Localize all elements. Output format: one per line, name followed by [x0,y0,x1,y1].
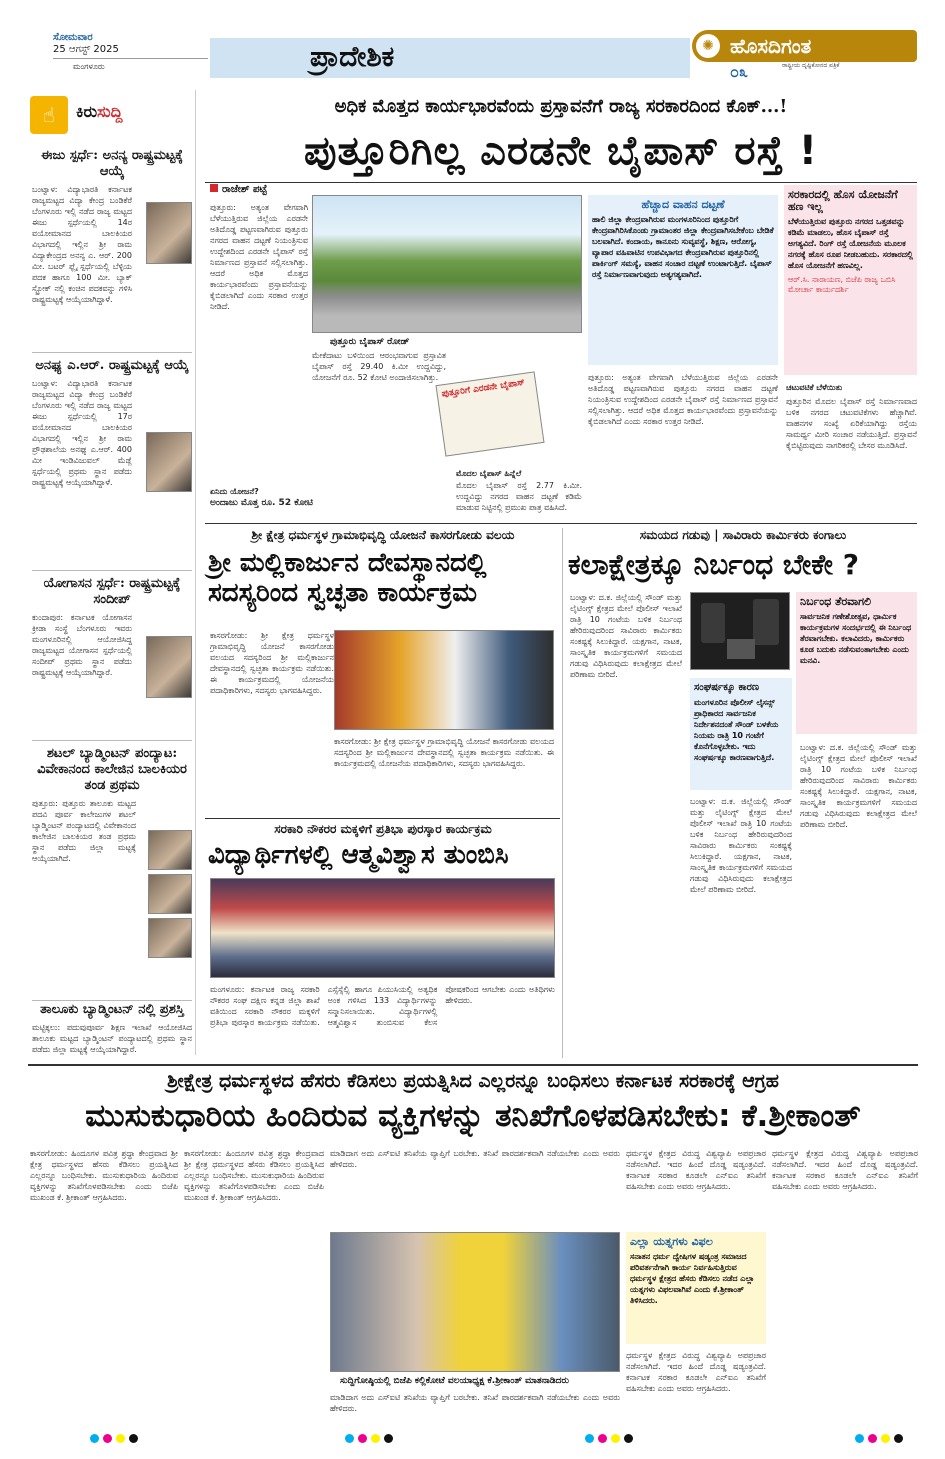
bottom-body-col6: ಧರ್ಮಸ್ಥಳ ಕ್ಷೇತ್ರದ ವಿರುದ್ಧ ವಿಶ್ವವ್ಯಾಪಿ ಅಪಪ್ರಚಾರ ನಡೆಸಲಾಗಿದೆ. ಇದರ ಹಿಂದೆ ದೊಡ್ಡ ಷಡ್ಯಂತ್ರವಿದೆ. ಕರ್ನಾಟಕ ಸರಕಾರ ಕೂಡಲೇ ಎನ್ಐಎ ತನಿಖೆಗೆ ವಹಿಸಬೇಕು ಎಂದು ಅವರು ಆಗ್ರಹಿಸಿದರು. [626,1351,766,1393]
conflict-box-body: ಮಂಗಳೂರಿನ ಪೊಲೀಸ್ ಲೈಸನ್ಸ್ ಪ್ರಾಧಿಕಾರದ ಸಾರ್ವಜನಿಕ ನಿರ್ದೇಶನದಂತೆ ಸೌಂಡ್ ಬಳಕೆಯ ನಿಯಮ ರಾತ್ರಿ 10 ಗಂಟೆಗೆ ಕೊನೆಗೊಳ್ಳಬೇಕು. ಇದು ಸಂಘರ್ಷಕ್ಕೂ ಕಾರಣವಾಗುತ್ತಿದೆ. [694,698,779,762]
failed-box-title: ಎಲ್ಲಾ ಯತ್ನಗಳು ವಿಫಲ [630,1235,713,1248]
temple-headline: ಶ್ರೀ ಮಲ್ಲಿಕಾರ್ಜುನ ದೇವಸ್ಥಾನದಲ್ಲಿ ಸದಸ್ಯರಿಂದ ಸ್ವಚ್ಛತಾ ಕಾರ್ಯಕ್ರಮ [208,548,487,608]
students-body: ಮಂಗಳೂರು: ಕರ್ನಾಟಕ ರಾಜ್ಯ ಸರಕಾರಿ ನೌಕರರ ಸಂಘ ದಕ್ಷಿಣ ಕನ್ನಡ ಜಿಲ್ಲಾ ಶಾಖೆ ವತಿಯಿಂದ ಸರಕಾರಿ ನೌಕರರ ಮಕ್ಕಳಿಗೆ ಪ್ರತಿಭಾ ಪುರಸ್ಕಾರ ಕಾರ್ಯಕ್ರಮ ನಡೆಯಿತು. ಎಸ್ಸೆಸ್ಸೆಲ್ಸಿ ಹಾಗೂ ಪಿಯುಸಿಯಲ್ಲಿ ಅತ್ಯಧಿಕ ಅಂಕ ಗಳಿಸಿದ 133 ವಿದ್ಯಾರ್ಥಿಗಳನ್ನು ಸನ್ಮಾನಿಸಲಾಯಿತು. ವಿದ್ಯಾರ್ಥಿಗಳಲ್ಲಿ ಆತ್ಮವಿಶ್ವಾಸ ತುಂಬಿಸುವ ಕೆಲಸ ಪೋಷಕರಿಂದ ಆಗಬೇಕು ಎಂದು ಅತಿಥಿಗಳು ಹೇಳಿದರು. [210,985,555,1027]
traffic-box [588,195,778,365]
photo-sandeep [146,636,192,698]
brief-body: ಬಂಟ್ವಾಳ: ವಿದ್ಯಾಭಾರತಿ ಕರ್ನಾಟಕ ರಾಜ್ಯಮಟ್ಟದ ವಿದ್ಯಾ ಕೇಂದ್ರ ಬಂಡಿಕೆರೆ ಬೆಂಗಳೂರು ಇಲ್ಲಿ ನಡೆದ ರಾಜ್ಯ ಮಟ್ಟದ ಈಜು ಸ್ಪರ್ಧೆಯಲ್ಲಿ 17ರ ವಯೋಮಾನದ ಬಾಲಕಿಯರ ವಿಭಾಗದಲ್ಲಿ ಇಲ್ಲಿನ ಶ್ರೀ ರಾಮ ಪ್ರೌಢಶಾಲೆಯ ಅನಘ್ಯ ಎ.ಆರ್. 400 ಮೀ ಇಂಡಿವಿಜುವಲ್ ಮೆಡ್ಲೆ ಸ್ಪರ್ಧೆಯಲ್ಲಿ ಪ್ರಥಮ ಸ್ಥಾನ ಪಡೆದು ರಾಷ್ಟ್ರಮಟ್ಟಕ್ಕೆ ಆಯ್ಕೆಯಾಗಿದ್ದಾಳೆ. [32,379,132,487]
registration-marks-right [855,1434,903,1443]
bottom-kicker: ಶ್ರೀಕ್ಷೇತ್ರ ಧರ್ಮಸ್ಥಳದ ಹೆಸರು ಕೆಡಿಸಲು ಪ್ರಯತ್ನಿಸಿದ ಎಲ್ಲರನ್ನೂ ಬಂಧಿಸಲು ಕರ್ನಾಟಕ ಸರಕಾರಕ್ಕೆ ಆಗ್ರಹ [167,1070,779,1092]
kirusuddi-label: ಕಿರುಸುದ್ದಿ [76,102,123,121]
restriction-box-title: ನಿರ್ಬಂಧ ತೆರವಾಗಲಿ [800,595,872,608]
registration-marks-mid2 [585,1434,633,1443]
side-subhead: ಚಟುವಟಿಕೆ ಬೆಳೆಯಿತು [786,383,843,392]
photo-player-1 [148,830,192,870]
bypass-road-photo [312,195,582,333]
kala-kicker: ಸಮಯದ ಗಡುವು | ಸಾವಿರಾರು ಕಾರ್ಮಿಕರು ಕಂಗಾಲು [639,528,847,542]
brief-headline: ತಾಲೂಕು ಬ್ಯಾಡ್ಮಿಂಟನ್ ನಲ್ಲಿ ಪ್ರಶಸ್ತಿ [40,1002,184,1017]
conflict-box-title: ಸಂಘರ್ಷಕ್ಕೂ ಕಾರಣ [694,682,759,693]
bottom-body-col1: ಕಾಸರಗೋಡು: ಹಿಂದೂಗಳ ಪವಿತ್ರ ಶ್ರದ್ಧಾ ಕೇಂದ್ರವಾದ ಶ್ರೀ ಕ್ಷೇತ್ರ ಧರ್ಮಸ್ಥಳದ ಹೆಸರು ಕೆಡಿಸಲು ಪ್ರಯತ್ನಿಸಿದ ಎಲ್ಲರನ್ನೂ ಬಂಧಿಸಬೇಕು. ಮುಸುಕುಧಾರಿಯ ಹಿಂದಿರುವ ವ್ಯಕ್ತಿಗಳನ್ನು ತನಿಖೆಗೊಳಪಡಿಸಬೇಕು ಎಂದು ಬಿಜೆಪಿ ಮುಖಂಡ ಕೆ. ಶ್ರೀಕಾಂತ್ ಆಗ್ರಹಿಸಿದರು. [30,1149,178,1202]
lead-body-col4: ಪುತ್ತೂರು: ಅತ್ಯಂತ ವೇಗವಾಗಿ ಬೆಳೆಯುತ್ತಿರುವ ಜಿಲ್ಲೆಯ ಎರಡನೇ ಅತಿದೊಡ್ಡ ಪಟ್ಟಣವಾಗಿರುವ ಪುತ್ತೂರು ನಗರದ ವಾಹನ ದಟ್ಟಣೆ ನಿಯಂತ್ರಿಸುವ ಉದ್ದೇಶದಿಂದ ಎರಡನೇ ಬೈಪಾಸ್ ರಸ್ತೆ ನಿರ್ಮಾಣದ ಪ್ರಸ್ತಾವನೆ ಸಲ್ಲಿಸಲಾಗಿತ್ತು. ಆದರೆ ಅಧಿಕ ಮೊತ್ತದ ಕಾರ್ಯಭಾರವೆಂದು ಪ್ರಸ್ತಾವನೆಯನ್ನು ಕೈಬಿಡಲಾಗಿದೆ ಎಂದು ಸರಕಾರ ಉತ್ತರ ನೀಡಿದೆ. [588,373,778,426]
brand-logo [692,30,917,80]
lead-body-col3: ಮೊದಲ ಬೈಪಾಸ್ ರಸ್ತೆ 2.77 ಕಿ.ಮೀ. ಉದ್ದವಿದ್ದು ನಗರದ ವಾಹನ ದಟ್ಟಣೆ ಕಡಿಮೆ ಮಾಡುವ ನಿಟ್ಟಿನಲ್ಲಿ ಪ್ರಮುಖ ಪಾತ್ರ ವಹಿಸಿದೆ. [456,481,582,512]
brief-headline: ಶಟಲ್ ಬ್ಯಾಡ್ಮಿಂಟನ್ ಪಂದ್ಯಾಟ: ವಿವೇಕಾನಂದ ಕಾಲೇಜಿನ ಬಾಲಕಿಯರ ತಂಡ ಪ್ರಥಮ [37,746,187,793]
restriction-box [796,592,917,734]
conflict-box [690,678,792,790]
lead-body-col1: ಪುತ್ತೂರು: ಅತ್ಯಂತ ವೇಗವಾಗಿ ಬೆಳೆಯುತ್ತಿರುವ ಜಿಲ್ಲೆಯ ಎರಡನೇ ಅತಿದೊಡ್ಡ ಪಟ್ಟಣವಾಗಿರುವ ಪುತ್ತೂರು ನಗರದ ವಾಹನ ದಟ್ಟಣೆ ನಿಯಂತ್ರಿಸುವ ಉದ್ದೇಶದಿಂದ ಎರಡನೇ ಬೈಪಾಸ್ ರಸ್ತೆ ನಿರ್ಮಾಣದ ಪ್ರಸ್ತಾವನೆ ಸಲ್ಲಿಸಲಾಗಿತ್ತು. ಆದರೆ ಅಧಿಕ ಮೊತ್ತದ ಕಾರ್ಯಭಾರವೆಂದು ಪ್ರಸ್ತಾವನೆಯನ್ನು ಕೈಬಿಡಲಾಗಿದೆ ಎಂದು ಸರಕಾರ ಉತ್ತರ ನೀಡಿದೆ. [210,203,308,311]
section-title: ಪ್ರಾದೇಶಿಕ [310,40,395,73]
traffic-box-title: ಹೆಚ್ಚಾದ ವಾಹನ ದಟ್ಟಣೆ [641,198,725,211]
restriction-box-body: ಸಾರ್ವಜನಿಕ ಗಣೇಶೋತ್ಸವ, ಧಾರ್ಮಿಕ ಕಾರ್ಯಕ್ರಮಗಳ ಸಂದರ್ಭದಲ್ಲಿ ಈ ನಿರ್ಬಂಧ ತೆರವಾಗಬೇಕು. ಕಲಾವಿದರು, ಕಾರ್ಮಿಕರು ಕೂಡ ಬದುಕು ನಡೆಸುವಂತಾಗಬೇಕು ಎಂದು ಮನವಿ. [800,612,912,665]
temple-kicker: ಶ್ರೀ ಕ್ಷೇತ್ರ ಧರ್ಮಸ್ಥಳ ಗ್ರಾಮಾಭಿವೃದ್ಧಿ ಯೋಜನೆ ಕಾಸರಗೋಡು ವಲಯ [251,528,515,542]
brief-body: ಕುಂದಾಪುರ: ಕರ್ನಾಟಕ ಯೋಗಾಸನ ಕ್ರೀಡಾ ಸಂಸ್ಥೆ ಬೆಂಗಳೂರು ಇವರು ಮಂಗಳೂರಿನಲ್ಲಿ ಆಯೋಜಿಸಿದ್ದ ರಾಜ್ಯಮಟ್ಟದ ಯೋಗಾಸನ ಸ್ಪರ್ಧೆಯಲ್ಲಿ ಸಂದೀಪ್ ಪ್ರಥಮ ಸ್ಥಾನ ಪಡೆದು ರಾಷ್ಟ್ರಮಟ್ಟಕ್ಕೆ ಆಯ್ಕೆಯಾಗಿದ್ದಾರೆ. [32,613,132,677]
bottom-body-col2: ಕಾಸರಗೋಡು: ಹಿಂದೂಗಳ ಪವಿತ್ರ ಶ್ರದ್ಧಾ ಕೇಂದ್ರವಾದ ಶ್ರೀ ಕ್ಷೇತ್ರ ಧರ್ಮಸ್ಥಳದ ಹೆಸರು ಕೆಡಿಸಲು ಪ್ರಯತ್ನಿಸಿದ ಎಲ್ಲರನ್ನೂ ಬಂಧಿಸಬೇಕು. ಮುಸುಕುಧಾರಿಯ ಹಿಂದಿರುವ ವ್ಯಕ್ತಿಗಳನ್ನು ತನಿಖೆಗೊಳಪಡಿಸಬೇಕು ಎಂದು ಬಿಜೆಪಿ ಮುಖಂಡ ಕೆ. ಶ್ರೀಕಾಂತ್ ಆಗ್ರಹಿಸಿದರು. [184,1149,324,1202]
press-meet-caption: ಸುದ್ದಿಗೋಷ್ಠಿಯಲ್ಲಿ ಬಿಜೆಪಿ ಕಲ್ಲಿಕೋಟೆ ವಲಯಾಧ್ಯಕ್ಷ ಕೆ.ಶ್ರೀಕಾಂತ್ ಮಾತನಾಡಿದರು [340,1376,569,1386]
failed-box-body: ಸನಾತನ ಧರ್ಮ ದ್ವೇಷಿಗಳ ಷಡ್ಯಂತ್ರ ಸಮಾಜದ ಪರಿವರ್ತನೆಗಾಗಿ ಕಾರ್ಯ ನಿರ್ವಹಿಸುತ್ತಿರುವ ಧರ್ಮಸ್ಥಳ ಕ್ಷೇತ್ರದ ಹೆಸರು ಕೆಡಿಸಲು ನಡೆದ ಎಲ್ಲಾ ಯತ್ನಗಳು ವಿಫಲವಾಗಿವೆ ಎಂದು ಕೆ.ಶ್ರೀಕಾಂತ್ ತಿಳಿಸಿದರು. [630,1252,755,1305]
students-kicker: ಸರಕಾರಿ ನೌಕರರ ಮಕ್ಕಳಿಗೆ ಪ್ರತಿಭಾ ಪುರಸ್ಕಾರ ಕಾರ್ಯಕ್ರಮ [274,822,492,836]
masthead [0,0,945,86]
photo-player-2 [148,874,192,914]
bottom-body-col4: ಮಾಡಿದಾಗ ಅದು ಎಸ್ಐಟಿ ತನಿಖೆಯ ವ್ಯಾಪ್ತಿಗೆ ಬರಬೇಕು. ತನಿಖೆ ಪಾರದರ್ಶಕವಾಗಿ ನಡೆಯಬೇಕು ಎಂದು ಅವರು ಹೇಳಿದರು. [330,1393,620,1413]
photo-player-3 [148,918,192,958]
press-meet-photo [330,1232,620,1372]
city: ಮಂಗಳೂರು [73,62,105,71]
brand-name: ಹೊಸದಿಗಂತ [692,30,917,62]
date-box [53,32,208,72]
lead-subhead-c: ಮೊದಲ ಬೈಪಾಸ್ ಹಿನ್ನೆಲೆ [456,469,522,478]
brief-headline: ಅನಘ್ಯ ಎ.ಆರ್. ರಾಷ್ಟ್ರಮಟ್ಟಕ್ಕೆ ಆಯ್ಕೆ [35,358,189,373]
kala-body-col2: ಬಂಟ್ವಾಳ: ದ.ಕ. ಜಿಲ್ಲೆಯಲ್ಲಿ ಸೌಂಡ್ ಮತ್ತು ಲೈಟಿಂಗ್ಸ್ ಕ್ಷೇತ್ರದ ಮೇಲೆ ಪೊಲೀಸ್ ಇಲಾಖೆ ರಾತ್ರಿ 10 ಗಂಟೆಯ ಬಳಿಕ ನಿರ್ಬಂಧ ಹೇರಿರುವುದರಿಂದ ಸಾವಿರಾರು ಕಾರ್ಮಿಕರು ಸಂಕಷ್ಟಕ್ಕೆ ಸಿಲುಕಿದ್ದಾರೆ. ಯಕ್ಷಗಾನ, ನಾಟಕ, ಸಾಂಸ್ಕೃತಿಕ ಕಾರ್ಯಕ್ರಮಗಳಿಗೆ ಸಮಯದ ಗಡುವು ವಿಧಿಸಿರುವುದು ಕಲಾಕ್ಷೇತ್ರದ ಮೇಲೆ ಪರಿಣಾಮ ಬೀರಿದೆ. [690,797,792,894]
govt-box-quote: ಆರ್.ಸಿ. ನಾರಾಯಣ, ಬಿಜೆಪಿ ರಾಜ್ಯ ಒಬಿಸಿ ಮೋರ್ಚಾ ಕಾರ್ಯದರ್ಶಿ [788,275,896,294]
news-clipping [435,371,544,456]
kirusuddi-column [28,90,196,1055]
temple-event-photo [334,630,554,730]
photo-caption: ಪುತ್ತೂರು ಬೈಪಾಸ್ ರೋಡ್ [330,337,410,347]
brief-taluk-badminton [32,1002,192,1055]
bottom-body-col7: ಧರ್ಮಸ್ಥಳ ಕ್ಷೇತ್ರದ ವಿರುದ್ಧ ವಿಶ್ವವ್ಯಾಪಿ ಅಪಪ್ರಚಾರ ನಡೆಸಲಾಗಿದೆ. ಇದರ ಹಿಂದೆ ದೊಡ್ಡ ಷಡ್ಯಂತ್ರವಿದೆ. ಕರ್ನಾಟಕ ಸರಕಾರ ಕೂಡಲೇ ಎನ್ಐಎ ತನಿಖೆಗೆ ವಹಿಸಬೇಕು ಎಂದು ಅವರು ಆಗ್ರಹಿಸಿದರು. [772,1149,918,1191]
kirusuddi-header [28,94,178,134]
govt-box-title: ಸರಕಾರದಲ್ಲಿ ಹೊಸ ಯೋಜನೆಗೆ ಹಣ ಇಲ್ಲ [788,188,898,213]
lead-subhead-a: ಏನಿದು ಯೋಜನೆ? [210,487,259,496]
lead-byline: ರಾಜೇಶ್ ಪಟ್ಟೆ [210,184,267,195]
bottom-headline: ಮುಸುಕುಧಾರಿಯ ಹಿಂದಿರುವ ವ್ಯಕ್ತಿಗಳನ್ನು ತನಿಖೆಗೊಳಪಡಿಸಬೇಕು: ಕೆ.ಶ್ರೀಕಾಂತ್ [85,1098,861,1134]
bottom-body-col3: ಮಾಡಿದಾಗ ಅದು ಎಸ್ಐಟಿ ತನಿಖೆಯ ವ್ಯಾಪ್ತಿಗೆ ಬರಬೇಕು. ತನಿಖೆ ಪಾರದರ್ಶಕವಾಗಿ ನಡೆಯಬೇಕು ಎಂದು ಅವರು ಹೇಳಿದರು. [330,1149,620,1169]
page-number: ೦೩ [730,62,748,81]
registration-marks-mid [345,1434,393,1443]
temple-body: ಕಾಸರಗೋಡು: ಶ್ರೀ ಕ್ಷೇತ್ರ ಧರ್ಮಸ್ಥಳ ಗ್ರಾಮಾಭಿವೃದ್ಧಿ ಯೋಜನೆ ಕಾಸರಗೋಡು ವಲಯದ ಸದಸ್ಯರಿಂದ ಶ್ರೀ ಮಲ್ಲಿಕಾರ್ಜುನ ದೇವಸ್ಥಾನದಲ್ಲಿ ಸ್ವಚ್ಛತಾ ಕಾರ್ಯಕ್ರಮ ನಡೆಯಿತು. ಈ ಕಾರ್ಯಕ್ರಮದಲ್ಲಿ ಯೋಜನೆಯ ಪದಾಧಿಕಾರಿಗಳು, ಸದಸ್ಯರು ಭಾಗವಹಿಸಿದ್ದರು. [210,631,334,695]
section-band [210,38,690,78]
brief-headline: ಯೋಗಾಸನ ಸ್ಪರ್ಧೆ: ರಾಷ್ಟ್ರಮಟ್ಟಕ್ಕೆ ಸಂದೀಪ್ [43,576,181,607]
clipping-text: ಪುತ್ತೂರಿಗೆ ಎರಡನೇ ಬೈಪಾಸ್ [441,377,526,400]
students-felicitation-photo [210,878,555,978]
govt-box-body: ಬೆಳೆಯುತ್ತಿರುವ ಪುತ್ತೂರು ನಗರದ ಒತ್ತಡವನ್ನು ಕಡಿಮೆ ಮಾಡಲು, ಹೊಸ ಬೈಪಾಸ್ ರಸ್ತೆ ಅಗತ್ಯವಿದೆ. ರಿಂಗ್ ರಸ್ತೆ ಯೋಜನೆಯ ಮೂಲಕ ನಗರಕ್ಕೆ ಹೊಸ ರೂಪ ನೀಡಬಹುದು. ಸರಕಾರದಲ್ಲಿ ಹೊಸ ಯೋಜನೆಗೆ ಹಣವಿಲ್ಲ. [788,217,913,270]
side-body: ಪುತ್ತೂರಿನ ಮೊದಲ ಬೈಪಾಸ್ ರಸ್ತೆ ನಿರ್ಮಾಣವಾದ ಬಳಿಕ ನಗರದ ಚಟುವಟಿಕೆಗಳು ಹೆಚ್ಚಾಗಿವೆ. ವಾಹನಗಳ ಸಂಖ್ಯೆ ಏರಿಕೆಯಾಗಿದ್ದು ರಸ್ತೆಯ ಸಾಮರ್ಥ್ಯ ಮೀರಿ ಸಂಚಾರ ನಡೆಯುತ್ತಿದೆ. ಪ್ರಸ್ತಾವನೆ ಕೈಬಿಟ್ಟಿರುವುದು ನಾಗರಿಕರಲ್ಲಿ ಬೇಸರ ಮೂಡಿಸಿದೆ. [786,397,917,450]
sound-speakers-photo [690,592,790,670]
photo-ananya [146,202,192,264]
kala-body-col3: ಬಂಟ್ವಾಳ: ದ.ಕ. ಜಿಲ್ಲೆಯಲ್ಲಿ ಸೌಂಡ್ ಮತ್ತು ಲೈಟಿಂಗ್ಸ್ ಕ್ಷೇತ್ರದ ಮೇಲೆ ಪೊಲೀಸ್ ಇಲಾಖೆ ರಾತ್ರಿ 10 ಗಂಟೆಯ ಬಳಿಕ ನಿರ್ಬಂಧ ಹೇರಿರುವುದರಿಂದ ಸಾವಿರಾರು ಕಾರ್ಮಿಕರು ಸಂಕಷ್ಟಕ್ಕೆ ಸಿಲುಕಿದ್ದಾರೆ. ಯಕ್ಷಗಾನ, ನಾಟಕ, ಸಾಂಸ್ಕೃತಿಕ ಕಾರ್ಯಕ್ರಮಗಳಿಗೆ ಸಮಯದ ಗಡುವು ವಿಧಿಸಿರುವುದು ಕಲಾಕ್ಷೇತ್ರದ ಮೇಲೆ ಪರಿಣಾಮ ಬೀರಿದೆ. [800,743,917,829]
registration-marks-left [90,1434,138,1443]
bottom-body-col5: ಧರ್ಮಸ್ಥಳ ಕ್ಷೇತ್ರದ ವಿರುದ್ಧ ವಿಶ್ವವ್ಯಾಪಿ ಅಪಪ್ರಚಾರ ನಡೆಸಲಾಗಿದೆ. ಇದರ ಹಿಂದೆ ದೊಡ್ಡ ಷಡ್ಯಂತ್ರವಿದೆ. ಕರ್ನಾಟಕ ಸರಕಾರ ಕೂಡಲೇ ಎನ್ಐಎ ತನಿಖೆಗೆ ವಹಿಸಬೇಕು ಎಂದು ಅವರು ಆಗ್ರಹಿಸಿದರು. [626,1149,766,1191]
lead-subhead-b: ಅಂದಾಜು ಮೊತ್ತ ರೂ. 52 ಕೋಟಿ [210,498,313,508]
lead-headline: ಪುತ್ತೂರಿಗಿಲ್ಲ ಎರಡನೇ ಬೈಪಾಸ್ ರಸ್ತೆ ! [304,128,818,174]
temple-body-2: ಕಾಸರಗೋಡು: ಶ್ರೀ ಕ್ಷೇತ್ರ ಧರ್ಮಸ್ಥಳ ಗ್ರಾಮಾಭಿವೃದ್ಧಿ ಯೋಜನೆ ಕಾಸರಗೋಡು ವಲಯದ ಸದಸ್ಯರಿಂದ ಶ್ರೀ ಮಲ್ಲಿಕಾರ್ಜುನ ದೇವಸ್ಥಾನದಲ್ಲಿ ಸ್ವಚ್ಛತಾ ಕಾರ್ಯಕ್ರಮ ನಡೆಯಿತು. ಈ ಕಾರ್ಯಕ್ರಮದಲ್ಲಿ ಯೋಜನೆಯ ಪದಾಧಿಕಾರಿಗಳು, ಸದಸ್ಯರು ಭಾಗವಹಿಸಿದ್ದರು. [334,737,554,768]
hand-pointing-icon: ☝ [30,96,68,134]
kala-body-col1: ಬಂಟ್ವಾಳ: ದ.ಕ. ಜಿಲ್ಲೆಯಲ್ಲಿ ಸೌಂಡ್ ಮತ್ತು ಲೈಟಿಂಗ್ಸ್ ಕ್ಷೇತ್ರದ ಮೇಲೆ ಪೊಲೀಸ್ ಇಲಾಖೆ ರಾತ್ರಿ 10 ಗಂಟೆಯ ಬಳಿಕ ನಿರ್ಬಂಧ ಹೇರಿರುವುದರಿಂದ ಸಾವಿರಾರು ಕಾರ್ಮಿಕರು ಸಂಕಷ್ಟಕ್ಕೆ ಸಿಲುಕಿದ್ದಾರೆ. ಯಕ್ಷಗಾನ, ನಾಟಕ, ಸಾಂಸ್ಕೃತಿಕ ಕಾರ್ಯಕ್ರಮಗಳಿಗೆ ಸಮಯದ ಗಡುವು ವಿಧಿಸಿರುವುದು ಕಲಾಕ್ಷೇತ್ರದ ಮೇಲೆ ಪರಿಣಾಮ ಬೀರಿದೆ. [570,593,682,679]
lead-body-col2: ಮೇಕೆದಾಟು ಬಳಿಯಿಂದ ಆರಂಭವಾಗುವ ಪ್ರಸ್ತಾವಿತ ಬೈಪಾಸ್ ರಸ್ತೆ 29.40 ಕಿ.ಮೀ ಉದ್ದವಿದ್ದು, ಯೋಜನೆಗೆ ರೂ. 52 ಕೋಟಿ ಅಂದಾಜಿಸಲಾಗಿತ್ತು. [312,351,446,382]
brief-body: ಬಂಟ್ವಾಳ: ವಿದ್ಯಾಭಾರತಿ ಕರ್ನಾಟಕ ರಾಜ್ಯಮಟ್ಟದ ವಿದ್ಯಾ ಕೇಂದ್ರ ಬಂಡಿಕೆರೆ ಬೆಂಗಳೂರು ಇಲ್ಲಿ ನಡೆದ ರಾಜ್ಯ ಮಟ್ಟದ ಈಜು ಸ್ಪರ್ಧೆಯಲ್ಲಿ 14ರ ವಯೋಮಾನದ ಬಾಲಕಿಯರ ವಿಭಾಗದಲ್ಲಿ ಇಲ್ಲಿನ ಶ್ರೀ ರಾಮ ವಿದ್ಯಾಕೇಂದ್ರದ ಅನನ್ಯ ಎ. ಆರ್. 200 ಮೀ. ಬಟರ್ ಫ್ಲೈ ಸ್ಪರ್ಧೆಯಲ್ಲಿ ಬೆಳ್ಳಿಯ ಪದಕ ಹಾಗೂ 100 ಮೀ. ಬ್ಯಾಕ್ ಸ್ಟ್ರೋಕ್ ನಲ್ಲಿ ಕಂಚಿನ ಪದಕವನ್ನು ಗಳಿಸಿ ರಾಷ್ಟ್ರಮಟ್ಟಕ್ಕೆ ಆಯ್ಕೆಯಾಗಿದ್ದಾಳೆ. [32,185,132,304]
lamp-icon: ✺ [696,34,720,58]
brand-tagline: ರಾಷ್ಟ್ರೀಯ ದೃಷ್ಟಿಕೋನದ ಪತ್ರಿಕೆ [782,62,840,69]
govt-fund-box [784,185,917,375]
brief-headline: ಈಜು ಸ್ಪರ್ಧೆ: ಅನನ್ಯ ರಾಷ್ಟ್ರಮಟ್ಟಕ್ಕೆ ಆಯ್ಕೆ [41,148,183,179]
students-headline: ವಿದ್ಯಾರ್ಥಿಗಳಲ್ಲಿ ಆತ್ಮವಿಶ್ವಾಸ ತುಂಬಿಸಿ [208,840,509,870]
weekday: ಸೋಮವಾರ [53,32,93,43]
traffic-box-body: ಹಾಲಿ ಜಿಲ್ಲಾ ಕೇಂದ್ರವಾಗಿರುವ ಮಂಗಳೂರಿನಿಂದ ಪುತ್ತೂರಿಗೆ ಕೇಂದ್ರವಾಗಿರಿಸಿಕೊಂಡು ಗ್ರಾಮಾಂತರ ಜಿಲ್ಲಾ ಕೇಂದ್ರವಾಗಿಸಬೇಕೆಂಬ ಬೇಡಿಕೆ ಬಲವಾಗಿದೆ. ಕಂದಾಯ, ಕಾನೂನು ಸುವ್ಯವಸ್ಥೆ, ಶಿಕ್ಷಣ, ಆರೋಗ್ಯ, ವ್ಯಾಪಾರ ವಹಿವಾಟಿನ ಉಪವಿಭಾಗದ ಕೇಂದ್ರವಾಗಿರುವ ಪುತ್ತೂರಿನಲ್ಲಿ ಪಾರ್ಕಿಂಗ್ ಸಮಸ್ಯೆ, ವಾಹನ ಸಂಚಾರ ದಟ್ಟಣೆ ಉಂಟಾಗುತ್ತಿದೆ. ಬೈಪಾಸ್ ರಸ್ತೆ ನಿರ್ಮಾಣವಾಗುವುದು ಅತ್ಯಗತ್ಯವಾಗಿದೆ. [592,215,774,279]
photo-anaghya [146,432,192,492]
kala-headline: ಕಲಾಕ್ಷೇತ್ರಕ್ಕೂ ನಿರ್ಬಂಧ ಬೇಕೇ ? [568,548,859,581]
brief-body: ಮಟ್ಟಿಕ್ಕಲು: ಪದುವುಪೂರ್ವ ಶಿಕ್ಷಣ ಇಲಾಖೆ ಆಯೋಜಿಸಿದ ತಾಲೂಕು ಮಟ್ಟದ ಬ್ಯಾಡ್ಮಿಂಟನ್ ಪಂದ್ಯಾಟದಲ್ಲಿ ಪ್ರಥಮ ಸ್ಥಾನ ಪಡೆದು ಜಿಲ್ಲಾ ಮಟ್ಟಕ್ಕೆ ಆಯ್ಕೆಯಾಗಿದ್ದಾರೆ. [32,1023,192,1054]
all-attempts-failed-box [626,1232,766,1344]
brief-body: ಪುತ್ತೂರು: ಪುತ್ತೂರು ತಾಲೂಕು ಮಟ್ಟದ ಪದವಿ ಪೂರ್ವ ಕಾಲೇಜುಗಳ ಶಟಲ್ ಬ್ಯಾಡ್ಮಿಂಟನ್ ಪಂದ್ಯಾಟದಲ್ಲಿ ವಿವೇಕಾನಂದ ಕಾಲೇಜಿನ ಬಾಲಕಿಯರ ತಂಡ ಪ್ರಥಮ ಸ್ಥಾನ ಪಡೆದು ಜಿಲ್ಲಾ ಮಟ್ಟಕ್ಕೆ ಆಯ್ಕೆಯಾಗಿದೆ. [32,799,136,863]
date: 25 ಆಗಸ್ಟ್ 2025 [53,44,119,55]
lead-kicker: ಅಧಿಕ ಮೊತ್ತದ ಕಾರ್ಯಭಾರವೆಂದು ಪ್ರಸ್ತಾವನೆಗೆ ರಾಜ್ಯ ಸರಕಾರದಿಂದ ಕೊಕ್...! [334,96,788,117]
